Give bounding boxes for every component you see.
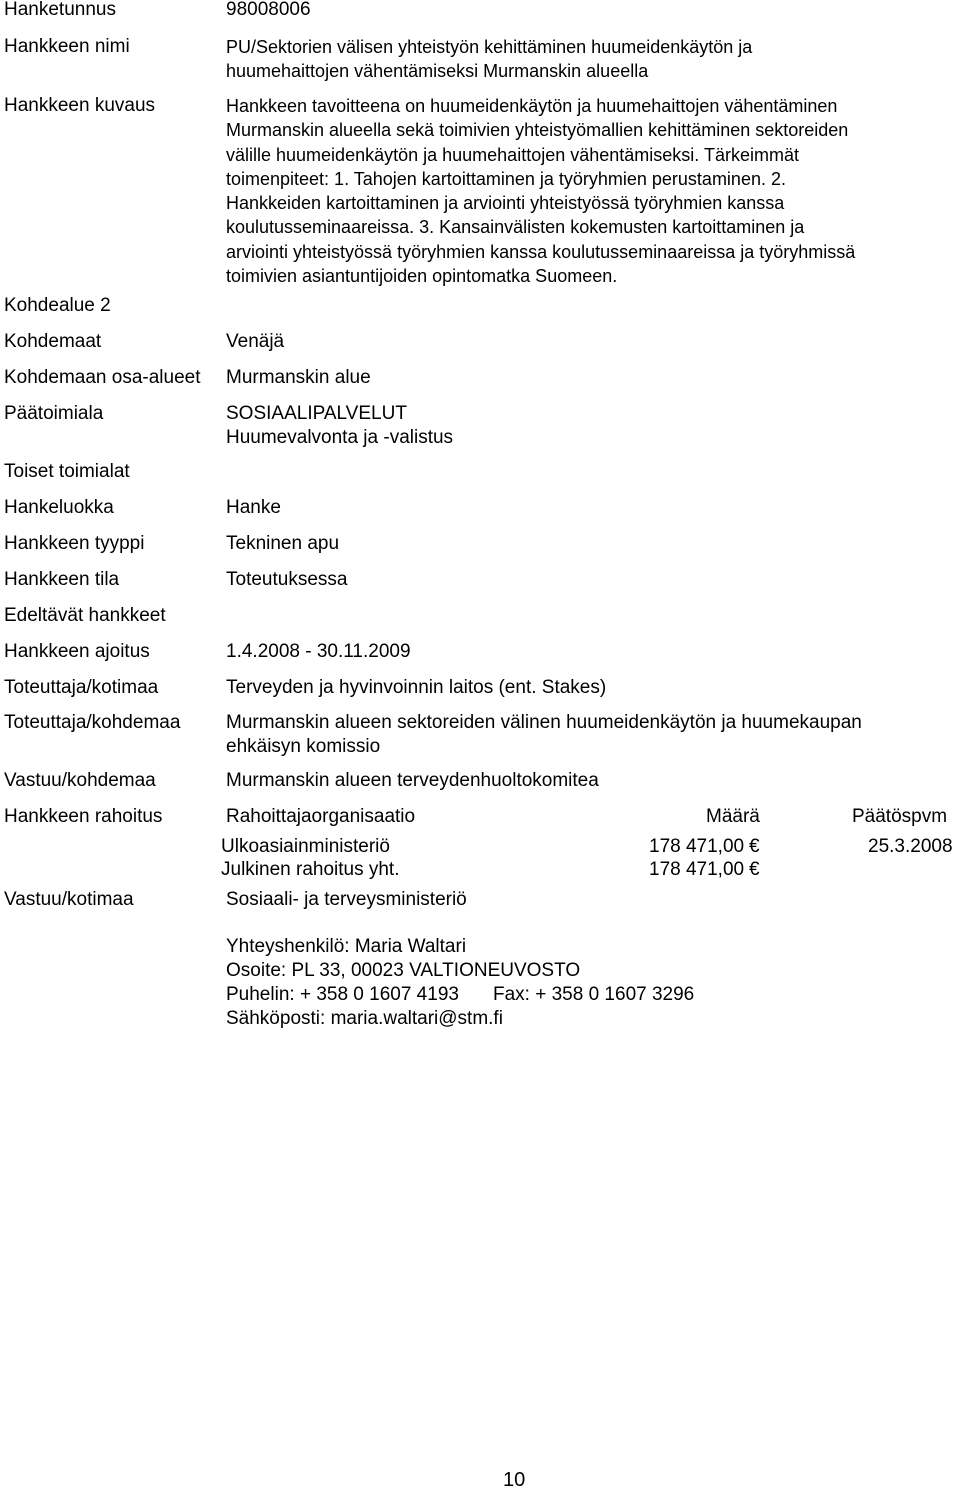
rahoitus-total-amount: 178 471,00: [649, 859, 745, 880]
kuvaus-line: toimenpiteet: 1. Tahojen kartoittaminen ja työryhmien perustaminen. 2.: [226, 168, 786, 189]
rahoitus-header-date: Päätöspvm: [852, 806, 948, 827]
hankkeen-kuvaus-value: [226, 94, 951, 288]
contact-email: Sähköposti: maria.waltari@stm.fi: [226, 1008, 503, 1029]
hankkeen-nimi-label: Hankkeen nimi: [4, 36, 130, 57]
osa-alueet-value: Murmanskin alue: [226, 367, 371, 388]
kuvaus-line: arviointi yhteistyössä työryhmien kanssa koulutusseminaareissa ja työryhmissä: [226, 241, 856, 262]
kohdemaat-label: Kohdemaat: [4, 331, 102, 352]
hankkeen-tyyppi-label: Hankkeen tyyppi: [4, 533, 145, 554]
rahoitus-label: Hankkeen rahoitus: [4, 806, 163, 827]
rahoitus-total-label: Julkinen rahoitus yht.: [221, 859, 400, 880]
hankeluokka-label: Hankeluokka: [4, 497, 114, 518]
hanketunnus-label: Hanketunnus: [4, 0, 116, 20]
toteuttaja-kohdemaa-value-2: ehkäisyn komissio: [226, 736, 381, 757]
contact-phone: Puhelin: + 358 0 1607 4193: [226, 984, 459, 1005]
rahoitus-row-date: 25.3.2008: [868, 836, 953, 857]
hankkeen-ajoitus-value: 1.4.2008 - 30.11.2009: [226, 641, 411, 662]
osa-alueet-label: Kohdemaan osa-alueet: [4, 367, 201, 388]
hankkeen-kuvaus-label: Hankkeen kuvaus: [4, 95, 156, 116]
contact-fax: Fax: + 358 0 1607 3296: [493, 984, 695, 1005]
hankkeen-nimi-value: [226, 35, 951, 84]
hankeluokka-value: Hanke: [226, 497, 281, 518]
nimi-line: huumehaittojen vähentämiseksi Murmanskin alueella: [226, 61, 649, 82]
hanketunnus-value: 98008006: [226, 0, 311, 20]
paatoimiala-value-2: Huumevalvonta ja -valistus: [226, 427, 454, 448]
kohdealue-label: Kohdealue 2: [4, 295, 111, 316]
rahoitus-row-amount: 178 471,00: [649, 836, 745, 857]
kuvaus-line: toimivien asiantuntijoiden opintomatka Suomeen.: [226, 266, 618, 287]
kuvaus-line: Murmanskin alueella sekä toimivien yhteistyömallien kehittäminen sektoreiden: [226, 120, 849, 141]
kuvaus-line: koulutusseminaareissa. 3. Kansainvälisten kokemusten kartoittaminen ja: [226, 217, 805, 238]
hankkeen-tila-label: Hankkeen tila: [4, 569, 120, 590]
paatoimiala-label: Päätoimiala: [4, 403, 104, 424]
euro-currency: €: [749, 836, 760, 857]
toteuttaja-kotimaa-label: Toteuttaja/kotimaa: [4, 677, 159, 698]
paatoimiala-value-1: SOSIAALIPALVELUT: [226, 403, 407, 424]
vastuu-kohdemaa-value: Murmanskin alueen terveydenhuoltokomitea: [226, 770, 599, 791]
toteuttaja-kohdemaa-value-1: Murmanskin alueen sektoreiden välinen huumeidenkäytön ja huumekaupan: [226, 712, 862, 733]
toteuttaja-kotimaa-value: Terveyden ja hyvinvoinnin laitos (ent. Stakes): [226, 677, 607, 698]
rahoitus-row-org: Ulkoasiainministeriö: [221, 836, 390, 857]
contact-person: Yhteyshenkilö: Maria Waltari: [226, 936, 467, 957]
hankkeen-ajoitus-label: Hankkeen ajoitus: [4, 641, 150, 662]
kuvaus-line: Hankkeen tavoitteena on huumeidenkäytön ja huumehaittojen vähentäminen: [226, 96, 838, 116]
vastuu-kohdemaa-label: Vastuu/kohdemaa: [4, 770, 156, 791]
vastuu-kotimaa-label: Vastuu/kotimaa: [4, 889, 134, 910]
page-number: 10: [503, 1469, 526, 1491]
contact-address: Osoite: PL 33, 00023 VALTIONEUVOSTO: [226, 960, 581, 981]
kuvaus-line: Hankkeiden kartoittaminen ja arviointi yhteistyössä työryhmien kanssa: [226, 193, 785, 214]
hankkeen-tila-value: Toteutuksessa: [226, 569, 348, 590]
euro-currency: €: [749, 859, 760, 880]
hankkeen-tyyppi-value: Tekninen apu: [226, 533, 340, 554]
edeltavat-hankkeet-label: Edeltävät hankkeet: [4, 605, 166, 626]
nimi-line: PU/Sektorien välisen yhteistyön kehittäminen huumeidenkäytön ja: [226, 37, 753, 57]
rahoitus-header-amount: Määrä: [706, 806, 760, 827]
toteuttaja-kohdemaa-label: Toteuttaja/kohdemaa: [4, 712, 181, 733]
vastuu-kotimaa-value: Sosiaali- ja terveysministeriö: [226, 889, 467, 910]
kuvaus-line: välille huumeidenkäytön ja huumehaittojen vähentämiseksi. Tärkeimmät: [226, 144, 799, 165]
rahoitus-header-org: Rahoittajaorganisaatio: [226, 806, 416, 827]
toiset-toimialat-label: Toiset toimialat: [4, 461, 130, 482]
kohdemaat-value: Venäjä: [226, 331, 285, 352]
